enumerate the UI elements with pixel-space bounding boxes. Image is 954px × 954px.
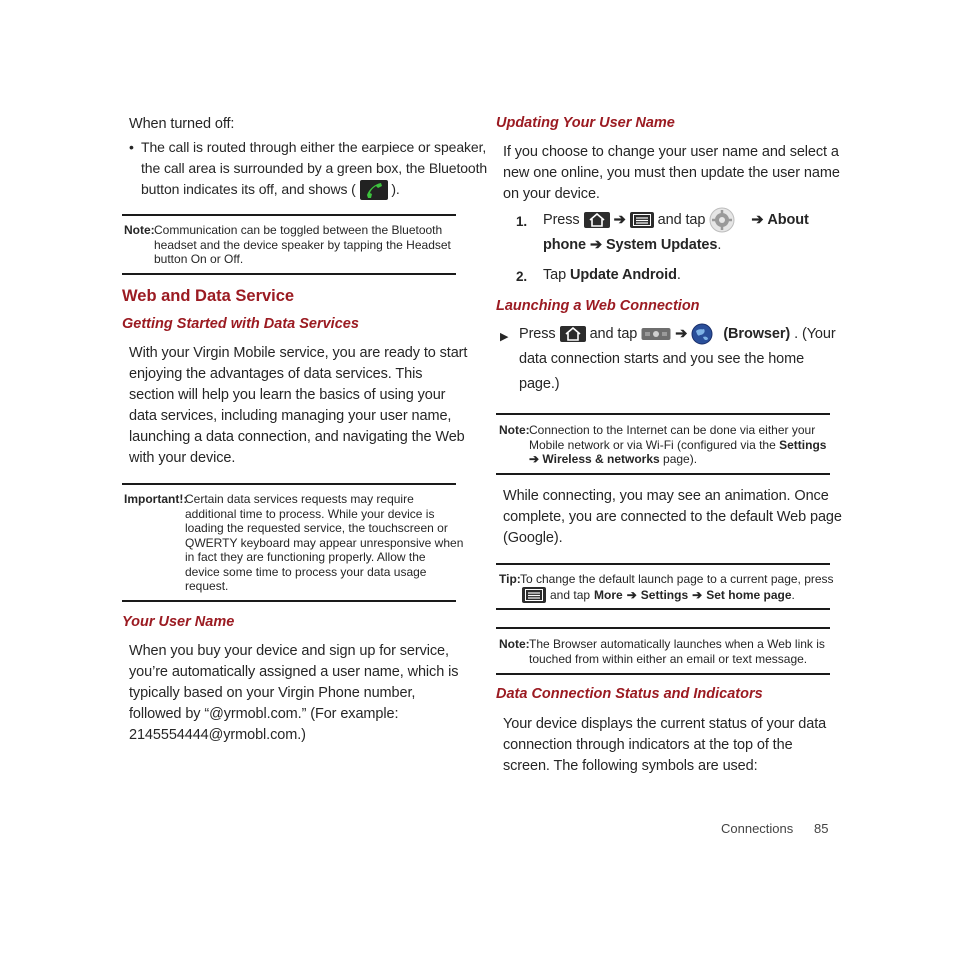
launch-press: Press	[519, 325, 556, 342]
p1-line-1: With your Virgin Mobile service, you are ready to start	[129, 345, 468, 361]
note2-line-2	[529, 438, 826, 453]
launch-line-3: page.)	[519, 376, 560, 392]
note2-line-3	[529, 452, 697, 467]
p1-line-3: section will help you learn the basics of using your	[129, 387, 446, 403]
apps-icon	[641, 327, 671, 341]
tip-period: .	[791, 587, 795, 602]
note1-line-2: headset and the device speaker by tapping the Headset	[154, 237, 451, 252]
note2-bottom-rule	[496, 473, 830, 475]
home-icon	[560, 326, 586, 342]
bullet-line-3-end: ).	[391, 181, 400, 197]
p1-line-2: enjoying the advantages of data services. This	[129, 366, 423, 382]
step2-update-android: Update Android	[570, 267, 677, 283]
step2-period: .	[676, 267, 681, 283]
note2-line-1: Connection to the Internet can be done via either your	[529, 423, 816, 437]
gear-icon	[709, 207, 735, 233]
note3-line-2: touched from within either an email or text message.	[529, 652, 808, 666]
note1-top-rule	[122, 214, 456, 216]
note2-top-rule	[496, 413, 830, 415]
step2-line	[543, 265, 681, 286]
important-line-4: QWERTY keyboard may appear unresponsive when	[185, 535, 464, 550]
p4-line-3: (Google).	[503, 530, 563, 546]
step1-period: .	[717, 237, 722, 253]
note1-line-3: button On or Off.	[154, 252, 244, 266]
phone-icon	[360, 180, 388, 200]
subheading-getting-started: Getting Started with Data Services	[122, 316, 359, 332]
tip-more: More	[594, 587, 623, 602]
important-line-7: request.	[185, 579, 229, 593]
p1-line-5: launching a data connection, and navigating the Web	[129, 429, 465, 445]
launch-and-tap: and tap	[589, 325, 638, 342]
p1-line-6: with your device.	[129, 450, 236, 466]
important-line-5: in fact they are functioning properly. Allow the	[185, 550, 426, 564]
p5-line-3: screen. The following symbols are used:	[503, 758, 758, 774]
bullet-line-3-start: button indicates its off, and shows (	[141, 181, 356, 197]
note2-arrow: ➔	[529, 452, 540, 466]
step1-line-2	[543, 235, 721, 256]
note3-bottom-rule	[496, 673, 830, 675]
note1-bottom-rule	[122, 273, 456, 275]
note2-page: page).	[663, 452, 698, 466]
tip-bottom-rule	[496, 608, 830, 610]
step1-and-tap: and tap	[657, 211, 706, 228]
step1-line-1	[543, 207, 809, 233]
tip-set-home-page: Set home page	[706, 587, 792, 602]
step1-arrow-2: ➔	[751, 211, 764, 228]
tip-label: Tip:	[499, 572, 521, 586]
step1-phone: phone	[543, 237, 586, 253]
step1-system-updates: System Updates	[605, 237, 718, 253]
p2-line-4: followed by “@yrmobl.com.” (For example:	[129, 706, 399, 722]
note2-label: Note:	[499, 423, 530, 437]
tip-and-tap: and tap	[550, 587, 591, 602]
p1-line-4: data services, including managing your user name,	[129, 408, 452, 424]
step2-number: 2.	[516, 269, 528, 284]
p2-line-5: 2145554444@yrmobl.com.)	[129, 727, 306, 743]
tip-line-2	[522, 587, 795, 603]
note2-wireless-networks: Wireless & networks	[542, 452, 660, 466]
step2-tap: Tap	[543, 267, 567, 283]
note2-line-2-text: Mobile network or via Wi-Fi (configured via the	[529, 437, 776, 452]
tip-line-1: To change the default launch page to a current page, press	[520, 572, 834, 586]
subheading-your-user-name: Your User Name	[122, 614, 235, 630]
bullet-dot: •	[129, 139, 134, 155]
important-top-rule	[122, 483, 456, 485]
p5-line-2: connection through indicators at the top of the	[503, 737, 793, 753]
step1-press: Press	[543, 211, 580, 228]
important-line-2: additional time to process. While your device is	[185, 506, 435, 521]
important-line-3: loading the requested service, the touchscreen or	[185, 521, 448, 535]
menu-icon	[522, 587, 546, 603]
p3-line-3: on your device.	[503, 186, 600, 202]
p4-line-1: While connecting, you may see an animation. Once	[503, 488, 829, 504]
p2-line-2: you’re automatically assigned a user name, which is	[129, 664, 459, 680]
tip-arrow-1: ➔	[626, 587, 637, 602]
step1-about: About	[767, 211, 809, 228]
important-line-6: device some time to process your data usage	[185, 564, 427, 579]
bullet-line-3	[141, 179, 400, 200]
p3-line-2: new one online, you must then update the user name	[503, 165, 840, 181]
launch-line-2: data connection starts and you see the home	[519, 351, 805, 367]
tip-settings: Settings	[640, 587, 689, 602]
note2-settings: Settings	[779, 437, 827, 452]
p2-line-1: When you buy your device and sign up for service,	[129, 643, 449, 659]
tip-top-rule	[496, 563, 830, 565]
home-icon	[584, 212, 610, 228]
subheading-data-connection-status: Data Connection Status and Indicators	[496, 686, 763, 702]
important-label: Important!:	[124, 492, 188, 506]
p4-line-2: complete, you are connected to the default Web page	[503, 509, 842, 525]
section-title: Web and Data Service	[122, 287, 295, 305]
step1-arrow-1: ➔	[613, 211, 626, 228]
note3-line-1: The Browser automatically launches when a Web link is	[529, 637, 825, 651]
note3-label: Note:	[499, 637, 530, 651]
p3-line-1: If you choose to change your user name and select a	[503, 144, 839, 160]
p5-line-1: Your device displays the current status of your data	[503, 716, 827, 732]
subheading-launching-web: Launching a Web Connection	[496, 298, 700, 314]
note3-top-rule	[496, 627, 830, 629]
menu-icon	[630, 212, 654, 228]
subheading-updating-user-name: Updating Your User Name	[496, 115, 675, 131]
launch-line-1	[519, 321, 836, 347]
important-bottom-rule	[122, 600, 456, 602]
bullet-line-1: The call is routed through either the earpiece or speaker,	[141, 139, 487, 155]
step1-number: 1.	[516, 214, 528, 229]
footer-section: Connections	[721, 821, 794, 836]
launch-arrow: ➔	[675, 325, 688, 342]
note1-line-1: Communication can be toggled between the Bluetooth	[154, 223, 443, 237]
important-line-1: Certain data services requests may require	[185, 492, 414, 506]
launch-bullet: ▶	[500, 331, 509, 343]
tip-arrow-2: ➔	[692, 587, 703, 602]
launch-rest: . (Your	[794, 325, 836, 342]
bullet-line-2: the call area is surrounded by a green box, the Bluetooth	[141, 160, 488, 176]
when-turned-off: When turned off:	[129, 116, 235, 132]
step1-arrow-3: ➔	[589, 237, 602, 253]
note1-label: Note:	[124, 223, 155, 237]
globe-icon	[691, 323, 713, 345]
p2-line-3: typically based on your Virgin Phone number,	[129, 685, 416, 701]
page-number: 85	[814, 821, 829, 836]
launch-browser: (Browser)	[723, 325, 791, 342]
